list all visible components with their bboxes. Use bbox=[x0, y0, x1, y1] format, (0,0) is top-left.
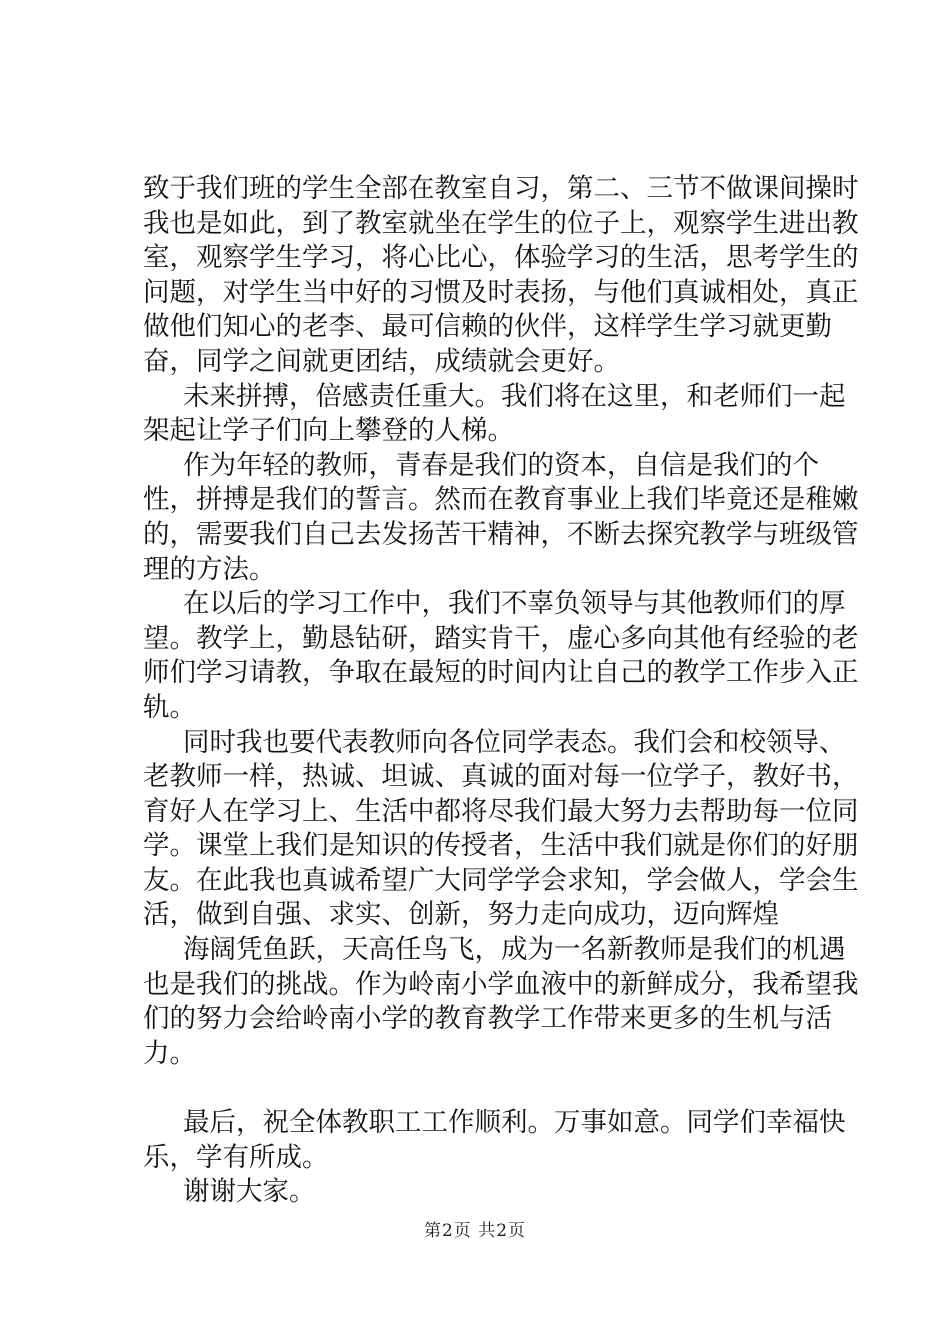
document-body bbox=[143, 172, 863, 1210]
paragraph-closing-wishes: 最后，祝全体教职工工作顺利。万事如意。同学们幸福快乐，学有所成。 bbox=[143, 1107, 846, 1173]
paragraph-future: 未来拼搏，倍感责任重大。我们将在这里，和老师们一起架起让学子们向上攀登的人梯。 bbox=[143, 380, 846, 447]
page-footer: 第2页 共2页 bbox=[423, 1221, 527, 1241]
paragraph-thanks: 谢谢大家。 bbox=[183, 1176, 316, 1208]
paragraph-pledge: 同时我也要代表教师向各位同学表态。我们会和校领导、老教师一样，热诚、坦诚、真诚的面对每一位学子，教好书，育好人在学习上、生活中都将尽我们最大努力去帮助每一位同学。课堂上我们是知识的传授者，生活中我们就是你们的好朋友。在此我也真诚希望广大同学学会求知，学会做人，学会生活，做到自强、求实、创新，努力走向成功，迈向辉煌 bbox=[143, 726, 859, 931]
paragraph-opportunity: 海阔凭鱼跃，天高任鸟飞，成为一名新教师是我们的机遇也是我们的挑战。作为岭南小学血液中的新鲜成分，我希望我们的努力会给岭南小学的教育教学工作带来更多的生机与活力。 bbox=[143, 934, 859, 1069]
paragraph-spacer bbox=[143, 1071, 863, 1106]
paragraph-young-teachers: 作为年轻的教师，青春是我们的资本，自信是我们的个性，拼搏是我们的誓言。然而在教育事业上我们毕竟还是稚嫩的，需要我们自己去发扬苦干精神，不断去探究教学与班级管理的方法。 bbox=[143, 449, 859, 585]
paragraph-future-work: 在以后的学习工作中，我们不辜负领导与其他教师们的厚望。教学上，勤恳钻研，踏实肯干，虚心多向其他有经验的老师们学习请教，争取在最短的时间内让自己的教学工作步入正轨。 bbox=[143, 588, 859, 723]
paragraph-continued: 致于我们班的学生全部在教室自习，第二、三节不做课间操时我也是如此，到了教室就坐在学生的位子上，观察学生进出教室，观察学生学习，将心比心，体验学习的生活，思考学生的问题，对学生当中好的习惯及时表扬，与他们真诚相处，真正做他们知心的老李、最可信赖的伙伴，这样学生学习就更勤奋，同学之间就更团结，成绩就会更好。 bbox=[143, 173, 859, 377]
